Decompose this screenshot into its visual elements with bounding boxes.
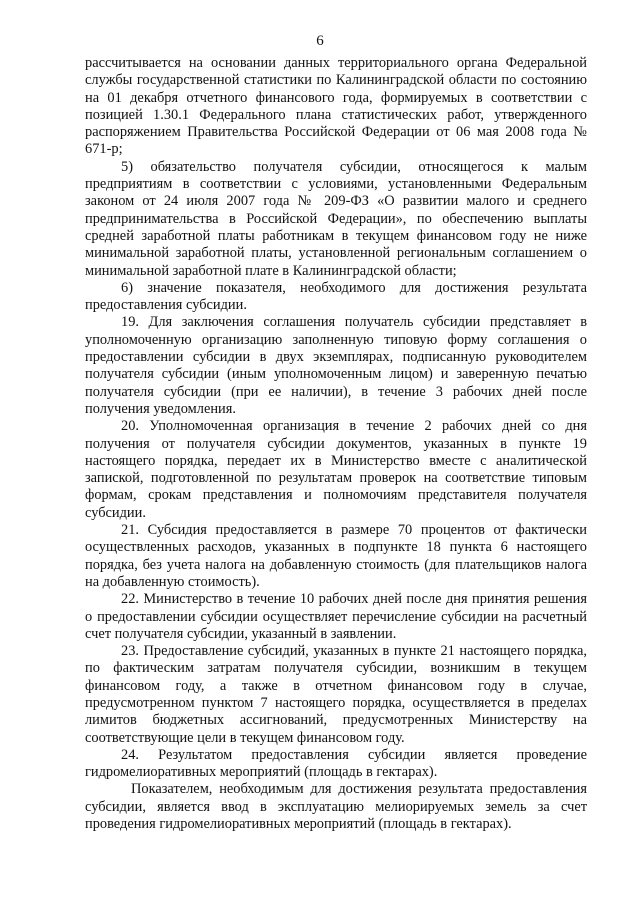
paragraph-clause-22: 22. Министерство в течение 10 рабочих дней после дня принятия решения о предоставлении субсидии осуществляет перечисление субсидии на расчетный счет получателя субсидии, указанный в заявлении. xyxy=(85,591,587,642)
paragraph-clause-24: 24. Результатом предоставления субсидии является проведение гидромелиоративных мероприятий (площадь в гектарах). xyxy=(85,746,587,781)
page-number: 6 xyxy=(316,33,324,49)
paragraph-clause-20: 20. Уполномоченная организация в течение 2 рабочих дней со дня получения от получателя субсидии документов, указанных в пункте 19 настоящего порядка, передает их в Министерство вместе с аналитической запиской, подготовленной по результатам проверок на соответствие типовым формам, срокам представления и полномочиям представителя получателя субсидии. xyxy=(85,418,587,521)
document-body xyxy=(85,55,587,833)
paragraph-item-6: 6) значение показателя, необходимого для достижения результата предоставления субсидии. xyxy=(85,279,587,314)
paragraph-clause-19: 19. Для заключения соглашения получатель субсидии представляет в уполномоченную организацию заполненную типовую форму соглашения о предоставлении субсидии в двух экземплярах, подписанную руководителем получателя субсидии (иным уполномоченным лицом) и заверенную печатью получателя субсидии (при ее наличии), в течение 3 рабочих дней после получения уведомления. xyxy=(85,314,587,417)
paragraph-clause-21: 21. Субсидия предоставляется в размере 70 процентов от фактически осуществленных расходов, указанных в подпункте 18 пункта 6 настоящего порядка, без учета налога на добавленную стоимость (для плательщиков налога на добавленную стоимость). xyxy=(85,522,587,590)
paragraph-clause-23: 23. Предоставление субсидий, указанных в пункте 21 настоящего порядка, по фактическим затратам получателя субсидии, возникшим в текущем финансовом году, а также в отчетном финансовом году в случае, предусмотренном пунктом 7 настоящего порядка, осуществляется в пределах лимитов бюджетных ассигнований, предусмотренных Министерству на соответствующие цели в текущем финансовом году. xyxy=(85,643,587,746)
paragraph-item-5: 5) обязательство получателя субсидии, относящегося к малым предприятиям в соответствии с условиями, установленными Федеральным законом от 24 июля 2007 года № 209-ФЗ «О развитии малого и среднего предпринимательства в Российской Федерации», по обеспечению выплаты средней заработной платы работникам в текущем финансовом году не ниже минимальной заработной платы, установленной региональным соглашением о минимальной заработной плате в Калининградской области; xyxy=(85,158,587,279)
paragraph-continued: рассчитывается на основании данных территориального органа Федеральной службы государственной статистики по Калининградской области по состоянию на 01 декабря отчетного финансового года, формируемых в соответствии с позицией 1.30.1 Федерального плана статистических работ, утвержденного распоряжением Правительства Российской Федерации от 06 мая 2008 года № 671-р; xyxy=(85,55,587,158)
paragraph-indicator: Показателем, необходимым для достижения результата предоставления субсидии, является ввод в эксплуатацию мелиорируемых земель за счет проведения гидромелиоративных мероприятий (площадь в гектарах). xyxy=(85,781,587,833)
